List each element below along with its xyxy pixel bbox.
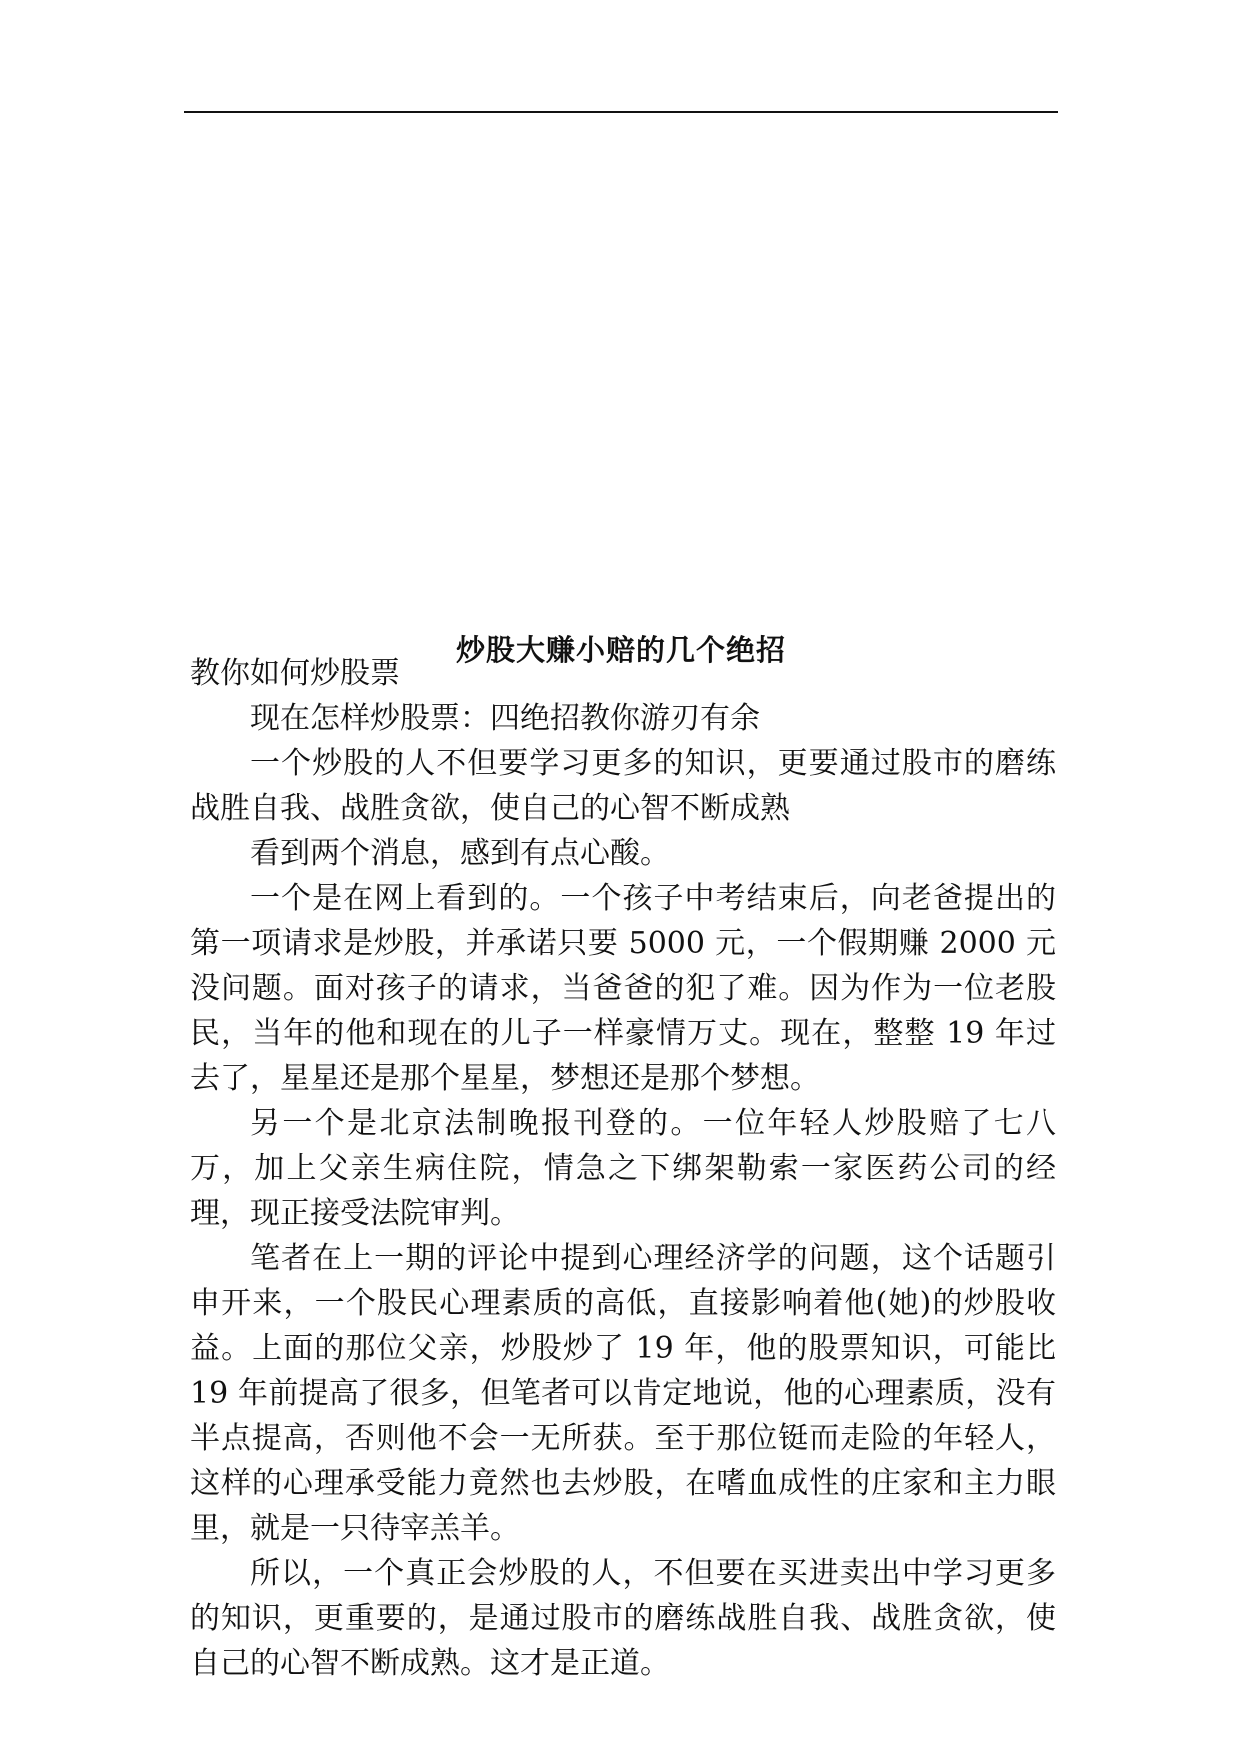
paragraph-subtitle: 教你如何炒股票 xyxy=(190,656,400,691)
paragraph: 一个炒股的人不但要学习更多的知识，更要通过股市的磨练战胜自我、战胜贪欲，使自己的心智不断成熟 xyxy=(190,746,1056,826)
paragraph: 所以，一个真正会炒股的人，不但要在买进卖出中学习更多的知识，更重要的，是通过股市的磨练战胜自我、战胜贪欲，使自己的心智不断成熟。这才是正道。 xyxy=(190,1556,1056,1681)
title-clip-area xyxy=(184,614,1058,667)
paragraph-heading: 现在怎样炒股票：四绝招教你游刃有余 xyxy=(250,701,760,736)
document-body xyxy=(190,651,1056,1686)
document-title: 炒股大赚小赔的几个绝招 xyxy=(455,633,786,667)
paragraph: 看到两个消息，感到有点心酸。 xyxy=(250,836,670,871)
paragraph: 一个是在网上看到的。一个孩子中考结束后，向老爸提出的第一项请求是炒股，并承诺只要 5000 元，一个假期赚 2000 元没问题。面对孩子的请求，当爸爸的犯了难。因为作为一位老股民，当年的他和现在的儿子一样豪情万丈。现在，整整 19 年过去了，星星还是那个星星，梦想还是那个梦想。 xyxy=(190,881,1056,1096)
paragraph: 另一个是北京法制晚报刊登的。一位年轻人炒股赔了七八万，加上父亲生病住院，情急之下绑架勒索一家医药公司的经理，现正接受法院审判。 xyxy=(190,1106,1056,1231)
paragraph: 笔者在上一期的评论中提到心理经济学的问题，这个话题引申开来，一个股民心理素质的高低，直接影响着他(她)的炒股收益。上面的那位父亲，炒股炒了 19 年，他的股票知识，可能比 19 年前提高了很多，但笔者可以肯定地说，他的心理素质，没有半点提高，否则他不会一无所获。至于那位铤而走险的年轻人，这样的心理承受能力竟然也去炒股，在嗜血成性的庄家和主力眼里，就是一只待宰羔羊。 xyxy=(190,1241,1056,1546)
header-rule xyxy=(184,111,1058,113)
